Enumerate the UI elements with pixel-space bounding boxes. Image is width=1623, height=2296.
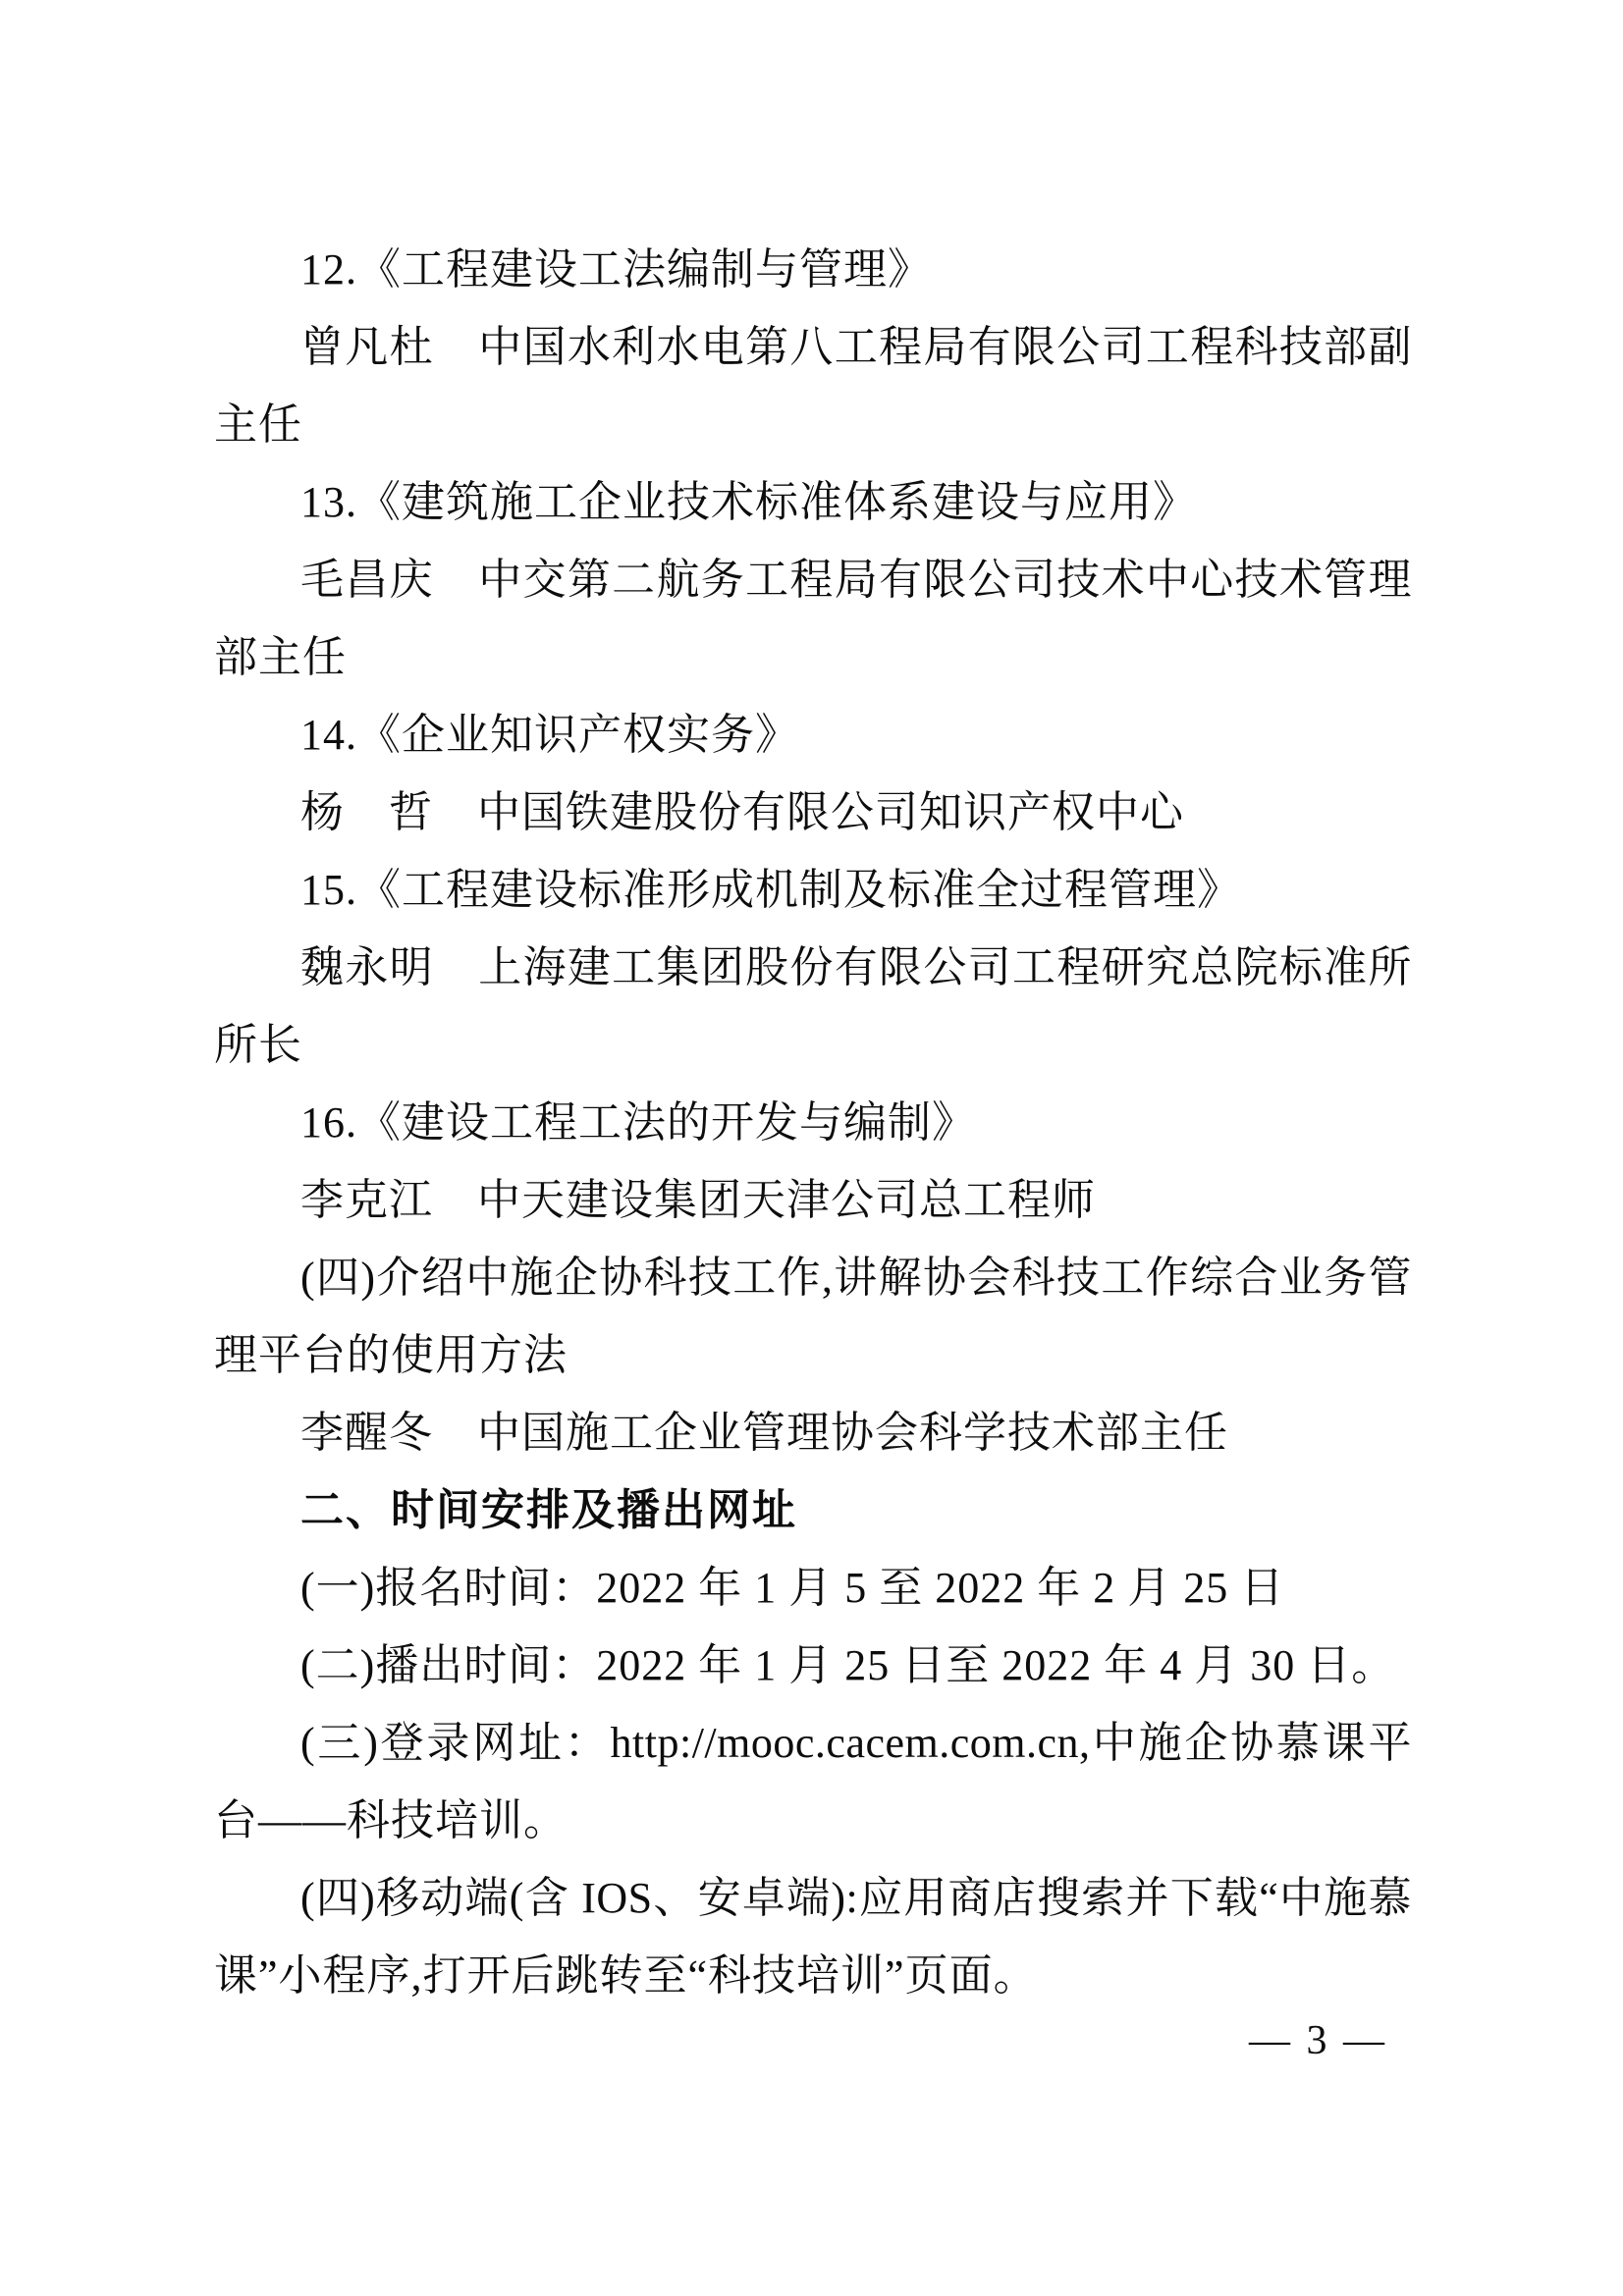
course-12-title: 12.《工程建设工法编制与管理》	[300, 245, 932, 294]
login-url-line-cont: 台——科技培训。	[214, 1796, 568, 1844]
page-number: — 3 —	[1249, 2018, 1387, 2063]
course-14-title: 14.《企业知识产权实务》	[300, 711, 799, 759]
broadcast-time-line: (二)播出时间：2022 年 1 月 25 日至 2022 年 4 月 30 日。	[300, 1641, 1396, 1689]
login-url-line: (三)登录网址：http://mooc.cacem.com.cn,中施企协慕课平	[300, 1719, 1412, 1767]
mobile-app-line: (四)移动端(含 IOS、安卓端):应用商店搜索并下载“中施慕	[300, 1874, 1412, 1922]
course-12-speaker: 曾凡杜 中国水利水电第八工程局有限公司工程科技部副	[300, 323, 1412, 371]
item-4-speaker: 李醒冬 中国施工企业管理协会科学技术部主任	[300, 1409, 1228, 1457]
course-13-title: 13.《建筑施工企业技术标准体系建设与应用》	[300, 478, 1197, 526]
item-4-intro-cont: 理平台的使用方法	[214, 1331, 568, 1379]
item-4-intro: (四)介绍中施企协科技工作,讲解协会科技工作综合业务管	[300, 1254, 1412, 1302]
section-heading-schedule: 二、时间安排及播出网址	[300, 1486, 797, 1534]
course-15-title: 15.《工程建设标准形成机制及标准全过程管理》	[300, 866, 1241, 914]
course-16-title: 16.《建设工程工法的开发与编制》	[300, 1098, 976, 1147]
course-16-speaker: 李克江 中天建设集团天津公司总工程师	[300, 1176, 1096, 1224]
signup-time-line: (一)报名时间：2022 年 1 月 5 至 2022 年 2 月 25 日	[300, 1564, 1285, 1612]
course-15-speaker-cont: 所长	[214, 1021, 302, 1069]
course-13-speaker-cont: 部主任	[214, 633, 347, 681]
course-12-speaker-cont: 主任	[214, 400, 302, 449]
course-14-speaker: 杨 哲 中国铁建股份有限公司知识产权中心	[300, 788, 1184, 836]
document-body	[214, 231, 1412, 2014]
course-15-speaker: 魏永明 上海建工集团股份有限公司工程研究总院标准所	[300, 943, 1412, 991]
course-13-speaker: 毛昌庆 中交第二航务工程局有限公司技术中心技术管理	[300, 556, 1412, 604]
mobile-app-line-cont: 课”小程序,打开后跳转至“科技培训”页面。	[214, 1951, 1038, 2000]
